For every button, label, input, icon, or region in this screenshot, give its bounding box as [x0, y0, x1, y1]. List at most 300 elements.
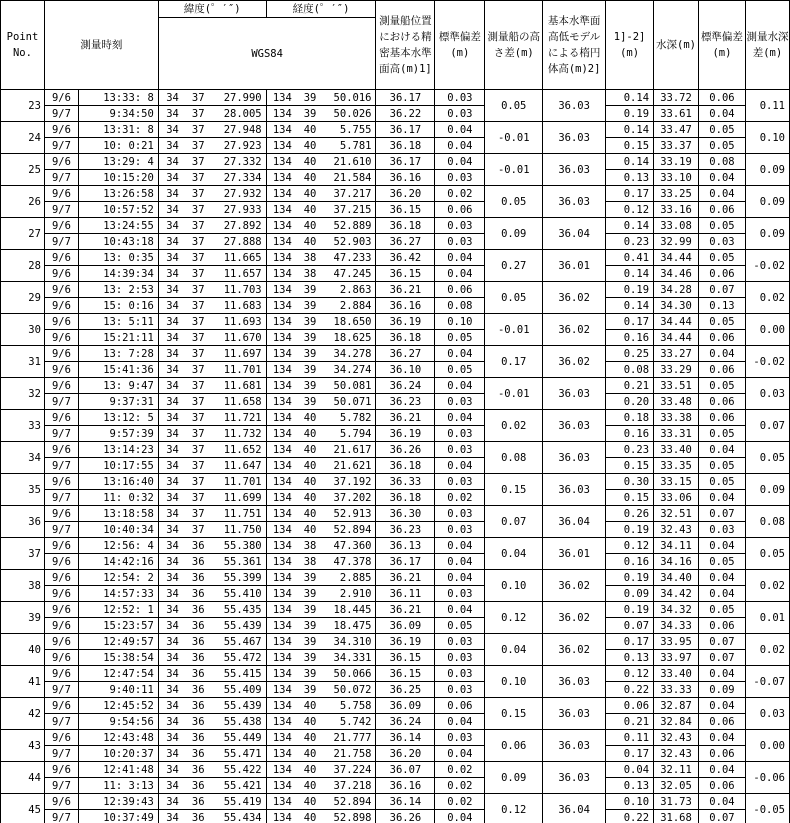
ship-height-cell: 36.27 — [376, 346, 435, 362]
depth-cell: 34.46 — [654, 266, 699, 282]
lon-deg-cell: 134 — [266, 394, 298, 410]
ship-diff-cell: 0.02 — [485, 410, 543, 442]
table-row — [1, 426, 790, 442]
diff-1-2-cell: 0.25 — [606, 346, 654, 362]
time-cell: 15:23:57 — [78, 618, 158, 634]
date-cell: 9/7 — [44, 810, 78, 823]
std-dev-2-cell: 0.04 — [698, 794, 745, 810]
lon-min-cell: 39 — [298, 314, 322, 330]
date-cell: 9/6 — [44, 378, 78, 394]
lat-deg-cell: 34 — [158, 202, 186, 218]
depth-cell: 32.87 — [654, 698, 699, 714]
lat-deg-cell: 34 — [158, 586, 186, 602]
std-dev-cell: 0.04 — [435, 154, 485, 170]
ship-height-cell: 36.13 — [376, 538, 435, 554]
point-no-cell: 34 — [1, 442, 45, 474]
lat-min-cell: 36 — [186, 714, 210, 730]
lon-min-cell: 40 — [298, 202, 322, 218]
lon-sec-cell: 52.898 — [322, 810, 376, 823]
diff-1-2-cell: 0.21 — [606, 714, 654, 730]
table-row — [1, 154, 790, 170]
std-dev-2-cell: 0.13 — [698, 298, 745, 314]
lon-min-cell: 40 — [298, 762, 322, 778]
point-no-cell: 27 — [1, 218, 45, 250]
time-cell: 15: 0:16 — [78, 298, 158, 314]
lat-deg-cell: 34 — [158, 794, 186, 810]
table-row — [1, 346, 790, 362]
ship-height-cell: 36.21 — [376, 410, 435, 426]
diff-1-2-cell: 0.10 — [606, 794, 654, 810]
lon-deg-cell: 134 — [266, 234, 298, 250]
lon-min-cell: 39 — [298, 90, 322, 106]
std-dev-cell: 0.03 — [435, 474, 485, 490]
lat-sec-cell: 55.422 — [210, 762, 266, 778]
time-cell: 12:49:57 — [78, 634, 158, 650]
lon-min-cell: 39 — [298, 362, 322, 378]
ship-diff-cell: 0.08 — [485, 442, 543, 474]
lat-min-cell: 36 — [186, 618, 210, 634]
date-cell: 9/7 — [44, 714, 78, 730]
date-cell: 9/6 — [44, 570, 78, 586]
lon-min-cell: 39 — [298, 346, 322, 362]
lon-min-cell: 40 — [298, 186, 322, 202]
date-cell: 9/6 — [44, 186, 78, 202]
lon-min-cell: 40 — [298, 794, 322, 810]
lon-deg-cell: 134 — [266, 682, 298, 698]
ship-diff-cell: 0.07 — [485, 506, 543, 538]
std-dev-cell: 0.04 — [435, 746, 485, 762]
depth-diff-cell: 0.05 — [745, 442, 789, 474]
date-cell: 9/6 — [44, 698, 78, 714]
lat-sec-cell: 11.665 — [210, 250, 266, 266]
date-cell: 9/7 — [44, 682, 78, 698]
lon-min-cell: 38 — [298, 266, 322, 282]
lat-min-cell: 36 — [186, 810, 210, 823]
time-cell: 10: 0:21 — [78, 138, 158, 154]
std-dev-2-cell: 0.05 — [698, 378, 745, 394]
std-dev-2-cell: 0.04 — [698, 538, 745, 554]
lon-deg-cell: 134 — [266, 346, 298, 362]
lon-sec-cell: 50.016 — [322, 90, 376, 106]
std-dev-cell: 0.02 — [435, 186, 485, 202]
lat-deg-cell: 34 — [158, 122, 186, 138]
header-ship-height-diff: 測量船の高さ差(m) — [485, 1, 543, 90]
std-dev-2-cell: 0.06 — [698, 90, 745, 106]
depth-diff-cell: 0.09 — [745, 186, 789, 218]
lat-sec-cell: 11.658 — [210, 394, 266, 410]
std-dev-2-cell: 0.06 — [698, 330, 745, 346]
table-row — [1, 522, 790, 538]
diff-1-2-cell: 0.20 — [606, 394, 654, 410]
lat-deg-cell: 34 — [158, 698, 186, 714]
diff-1-2-cell: 0.16 — [606, 554, 654, 570]
header-depth: 水深(m) — [654, 1, 699, 90]
depth-cell: 33.61 — [654, 106, 699, 122]
diff-1-2-cell: 0.23 — [606, 234, 654, 250]
lon-deg-cell: 134 — [266, 170, 298, 186]
ship-height-cell: 36.09 — [376, 698, 435, 714]
lat-deg-cell: 34 — [158, 170, 186, 186]
lon-sec-cell: 2.910 — [322, 586, 376, 602]
depth-cell: 33.33 — [654, 682, 699, 698]
lat-sec-cell: 28.005 — [210, 106, 266, 122]
ship-height-cell: 36.19 — [376, 426, 435, 442]
lat-sec-cell: 27.888 — [210, 234, 266, 250]
lat-sec-cell: 55.439 — [210, 618, 266, 634]
depth-cell: 32.11 — [654, 762, 699, 778]
std-dev-cell: 0.03 — [435, 234, 485, 250]
depth-cell: 33.31 — [654, 426, 699, 442]
lat-deg-cell: 34 — [158, 570, 186, 586]
ship-diff-cell: 0.10 — [485, 570, 543, 602]
lon-deg-cell: 134 — [266, 762, 298, 778]
lon-sec-cell: 37.215 — [322, 202, 376, 218]
std-dev-2-cell: 0.07 — [698, 506, 745, 522]
depth-diff-cell: 0.03 — [745, 378, 789, 410]
lat-sec-cell: 55.449 — [210, 730, 266, 746]
table-row — [1, 634, 790, 650]
std-dev-cell: 0.03 — [435, 90, 485, 106]
lon-deg-cell: 134 — [266, 458, 298, 474]
lat-deg-cell: 34 — [158, 554, 186, 570]
depth-diff-cell: 0.03 — [745, 698, 789, 730]
date-cell: 9/7 — [44, 106, 78, 122]
ship-height-cell: 36.16 — [376, 170, 435, 186]
lon-deg-cell: 134 — [266, 410, 298, 426]
lat-min-cell: 36 — [186, 586, 210, 602]
depth-cell: 33.95 — [654, 634, 699, 650]
std-dev-cell: 0.03 — [435, 586, 485, 602]
depth-cell: 32.43 — [654, 522, 699, 538]
std-dev-2-cell: 0.04 — [698, 170, 745, 186]
ellipsoid-height-cell: 36.02 — [543, 314, 606, 346]
lon-min-cell: 40 — [298, 426, 322, 442]
table-row — [1, 394, 790, 410]
lon-deg-cell: 134 — [266, 218, 298, 234]
lon-min-cell: 39 — [298, 666, 322, 682]
table-row — [1, 794, 790, 810]
time-cell: 13:14:23 — [78, 442, 158, 458]
date-cell: 9/7 — [44, 234, 78, 250]
lat-deg-cell: 34 — [158, 426, 186, 442]
std-dev-cell: 0.04 — [435, 714, 485, 730]
ellipsoid-height-cell: 36.03 — [543, 378, 606, 410]
ship-height-cell: 36.16 — [376, 298, 435, 314]
diff-1-2-cell: 0.23 — [606, 442, 654, 458]
lat-sec-cell: 27.892 — [210, 218, 266, 234]
lat-deg-cell: 34 — [158, 634, 186, 650]
header-diff-1-2: 1]-2](m) — [606, 1, 654, 90]
lat-deg-cell: 34 — [158, 522, 186, 538]
lon-deg-cell: 134 — [266, 330, 298, 346]
lon-sec-cell: 34.331 — [322, 650, 376, 666]
diff-1-2-cell: 0.14 — [606, 90, 654, 106]
point-no-cell: 32 — [1, 378, 45, 410]
ship-height-cell: 36.17 — [376, 554, 435, 570]
point-no-cell: 33 — [1, 410, 45, 442]
std-dev-cell: 0.04 — [435, 138, 485, 154]
lat-sec-cell: 55.415 — [210, 666, 266, 682]
diff-1-2-cell: 0.07 — [606, 618, 654, 634]
time-cell: 12:41:48 — [78, 762, 158, 778]
lat-sec-cell: 55.410 — [210, 586, 266, 602]
lat-sec-cell: 55.380 — [210, 538, 266, 554]
date-cell: 9/7 — [44, 138, 78, 154]
point-no-cell: 24 — [1, 122, 45, 154]
lat-sec-cell: 27.932 — [210, 186, 266, 202]
depth-diff-cell: 0.02 — [745, 634, 789, 666]
diff-1-2-cell: 0.12 — [606, 202, 654, 218]
lon-sec-cell: 47.233 — [322, 250, 376, 266]
diff-1-2-cell: 0.17 — [606, 746, 654, 762]
ellipsoid-height-cell: 36.04 — [543, 794, 606, 823]
table-row — [1, 458, 790, 474]
lat-min-cell: 37 — [186, 490, 210, 506]
std-dev-2-cell: 0.04 — [698, 698, 745, 714]
lat-deg-cell: 34 — [158, 490, 186, 506]
lon-sec-cell: 5.755 — [322, 122, 376, 138]
lat-min-cell: 37 — [186, 186, 210, 202]
std-dev-cell: 0.03 — [435, 442, 485, 458]
table-row — [1, 122, 790, 138]
table-row — [1, 570, 790, 586]
std-dev-cell: 0.03 — [435, 666, 485, 682]
time-cell: 9:37:31 — [78, 394, 158, 410]
ellipsoid-height-cell: 36.03 — [543, 666, 606, 698]
date-cell: 9/6 — [44, 346, 78, 362]
point-no-cell: 28 — [1, 250, 45, 282]
lon-sec-cell: 5.758 — [322, 698, 376, 714]
std-dev-cell: 0.05 — [435, 618, 485, 634]
depth-cell: 32.84 — [654, 714, 699, 730]
lat-deg-cell: 34 — [158, 474, 186, 490]
std-dev-2-cell: 0.04 — [698, 666, 745, 682]
date-cell: 9/6 — [44, 266, 78, 282]
depth-cell: 34.33 — [654, 618, 699, 634]
header-longitude: 経度(゜′″) — [266, 1, 376, 18]
table-row — [1, 714, 790, 730]
lat-deg-cell: 34 — [158, 442, 186, 458]
time-cell: 12:43:48 — [78, 730, 158, 746]
table-row — [1, 810, 790, 823]
lon-deg-cell: 134 — [266, 122, 298, 138]
std-dev-cell: 0.04 — [435, 410, 485, 426]
diff-1-2-cell: 0.15 — [606, 458, 654, 474]
date-cell: 9/6 — [44, 330, 78, 346]
date-cell: 9/6 — [44, 122, 78, 138]
ellipsoid-height-cell: 36.03 — [543, 442, 606, 474]
time-cell: 9:54:56 — [78, 714, 158, 730]
std-dev-cell: 0.03 — [435, 394, 485, 410]
ship-height-cell: 36.42 — [376, 250, 435, 266]
lat-sec-cell: 55.439 — [210, 698, 266, 714]
lon-min-cell: 40 — [298, 410, 322, 426]
lat-deg-cell: 34 — [158, 138, 186, 154]
depth-cell: 34.32 — [654, 602, 699, 618]
time-cell: 11: 0:32 — [78, 490, 158, 506]
lat-sec-cell: 55.419 — [210, 794, 266, 810]
diff-1-2-cell: 0.19 — [606, 602, 654, 618]
std-dev-2-cell: 0.05 — [698, 426, 745, 442]
lon-sec-cell: 21.758 — [322, 746, 376, 762]
time-cell: 10:15:20 — [78, 170, 158, 186]
std-dev-cell: 0.10 — [435, 314, 485, 330]
time-cell: 12:47:54 — [78, 666, 158, 682]
diff-1-2-cell: 0.26 — [606, 506, 654, 522]
lon-sec-cell: 50.081 — [322, 378, 376, 394]
lat-deg-cell: 34 — [158, 602, 186, 618]
depth-cell: 33.16 — [654, 202, 699, 218]
std-dev-cell: 0.08 — [435, 298, 485, 314]
point-no-cell: 43 — [1, 730, 45, 762]
lon-deg-cell: 134 — [266, 186, 298, 202]
lat-min-cell: 37 — [186, 266, 210, 282]
diff-1-2-cell: 0.13 — [606, 650, 654, 666]
lon-sec-cell: 18.625 — [322, 330, 376, 346]
lat-min-cell: 37 — [186, 410, 210, 426]
lon-sec-cell: 52.903 — [322, 234, 376, 250]
std-dev-2-cell: 0.05 — [698, 314, 745, 330]
lat-deg-cell: 34 — [158, 618, 186, 634]
std-dev-cell: 0.03 — [435, 426, 485, 442]
lon-deg-cell: 134 — [266, 138, 298, 154]
lat-sec-cell: 55.434 — [210, 810, 266, 823]
lat-deg-cell: 34 — [158, 778, 186, 794]
date-cell: 9/7 — [44, 522, 78, 538]
point-no-cell: 40 — [1, 634, 45, 666]
depth-cell: 33.25 — [654, 186, 699, 202]
lat-min-cell: 37 — [186, 154, 210, 170]
table-row — [1, 378, 790, 394]
table-row — [1, 314, 790, 330]
ship-diff-cell: 0.17 — [485, 346, 543, 378]
lon-sec-cell: 21.617 — [322, 442, 376, 458]
lon-min-cell: 40 — [298, 458, 322, 474]
depth-cell: 32.43 — [654, 746, 699, 762]
ellipsoid-height-cell: 36.01 — [543, 250, 606, 282]
date-cell: 9/7 — [44, 426, 78, 442]
time-cell: 10:37:49 — [78, 810, 158, 823]
lat-deg-cell: 34 — [158, 330, 186, 346]
diff-1-2-cell: 0.41 — [606, 250, 654, 266]
ship-height-cell: 36.17 — [376, 122, 435, 138]
table-row — [1, 602, 790, 618]
std-dev-cell: 0.04 — [435, 554, 485, 570]
ship-height-cell: 36.23 — [376, 394, 435, 410]
lon-sec-cell: 2.885 — [322, 570, 376, 586]
lon-deg-cell: 134 — [266, 314, 298, 330]
std-dev-cell: 0.03 — [435, 218, 485, 234]
lat-min-cell: 37 — [186, 298, 210, 314]
point-no-cell: 25 — [1, 154, 45, 186]
ship-height-cell: 36.15 — [376, 266, 435, 282]
lat-deg-cell: 34 — [158, 90, 186, 106]
ship-height-cell: 36.24 — [376, 714, 435, 730]
lon-sec-cell: 52.913 — [322, 506, 376, 522]
ship-height-cell: 36.15 — [376, 650, 435, 666]
time-cell: 13: 0:35 — [78, 250, 158, 266]
diff-1-2-cell: 0.16 — [606, 426, 654, 442]
lat-sec-cell: 27.332 — [210, 154, 266, 170]
lat-sec-cell: 55.471 — [210, 746, 266, 762]
ship-diff-cell: 0.05 — [485, 186, 543, 218]
point-no-cell: 38 — [1, 570, 45, 602]
time-cell: 9:34:50 — [78, 106, 158, 122]
diff-1-2-cell: 0.09 — [606, 586, 654, 602]
time-cell: 13:16:40 — [78, 474, 158, 490]
lon-deg-cell: 134 — [266, 634, 298, 650]
table-row — [1, 506, 790, 522]
std-dev-cell: 0.02 — [435, 778, 485, 794]
date-cell: 9/6 — [44, 538, 78, 554]
ellipsoid-height-cell: 36.02 — [543, 346, 606, 378]
depth-cell: 33.47 — [654, 122, 699, 138]
depth-cell: 34.40 — [654, 570, 699, 586]
lat-deg-cell: 34 — [158, 378, 186, 394]
lat-deg-cell: 34 — [158, 186, 186, 202]
depth-diff-cell: 0.07 — [745, 410, 789, 442]
date-cell: 9/6 — [44, 762, 78, 778]
date-cell: 9/7 — [44, 490, 78, 506]
ship-height-cell: 36.21 — [376, 602, 435, 618]
diff-1-2-cell: 0.22 — [606, 810, 654, 823]
ellipsoid-height-cell: 36.03 — [543, 730, 606, 762]
lat-min-cell: 36 — [186, 570, 210, 586]
diff-1-2-cell: 0.17 — [606, 186, 654, 202]
lat-min-cell: 37 — [186, 378, 210, 394]
point-no-cell: 45 — [1, 794, 45, 823]
std-dev-2-cell: 0.09 — [698, 682, 745, 698]
lon-min-cell: 40 — [298, 714, 322, 730]
lon-deg-cell: 134 — [266, 442, 298, 458]
table-row — [1, 138, 790, 154]
lat-deg-cell: 34 — [158, 762, 186, 778]
ellipsoid-height-cell: 36.03 — [543, 474, 606, 506]
lat-deg-cell: 34 — [158, 682, 186, 698]
ship-height-cell: 36.07 — [376, 762, 435, 778]
std-dev-2-cell: 0.07 — [698, 810, 745, 823]
header-std-dev-2: 標準偏差(m) — [698, 1, 745, 90]
lon-sec-cell: 37.218 — [322, 778, 376, 794]
date-cell: 9/6 — [44, 794, 78, 810]
lat-min-cell: 37 — [186, 122, 210, 138]
diff-1-2-cell: 0.19 — [606, 282, 654, 298]
lat-sec-cell: 11.751 — [210, 506, 266, 522]
std-dev-cell: 0.04 — [435, 602, 485, 618]
diff-1-2-cell: 0.15 — [606, 490, 654, 506]
time-cell: 13: 9:47 — [78, 378, 158, 394]
lon-deg-cell: 134 — [266, 746, 298, 762]
ellipsoid-height-cell: 36.03 — [543, 122, 606, 154]
lon-min-cell: 40 — [298, 154, 322, 170]
table-body — [1, 90, 790, 823]
ship-height-cell: 36.18 — [376, 458, 435, 474]
table-row — [1, 170, 790, 186]
std-dev-2-cell: 0.06 — [698, 394, 745, 410]
point-no-cell: 41 — [1, 666, 45, 698]
date-cell: 9/6 — [44, 154, 78, 170]
date-cell: 9/7 — [44, 394, 78, 410]
lon-deg-cell: 134 — [266, 298, 298, 314]
ship-diff-cell: -0.01 — [485, 122, 543, 154]
table-row — [1, 538, 790, 554]
table-row — [1, 250, 790, 266]
lat-min-cell: 36 — [186, 730, 210, 746]
lon-min-cell: 39 — [298, 618, 322, 634]
diff-1-2-cell: 0.22 — [606, 682, 654, 698]
depth-diff-cell: 0.10 — [745, 122, 789, 154]
table-row — [1, 650, 790, 666]
